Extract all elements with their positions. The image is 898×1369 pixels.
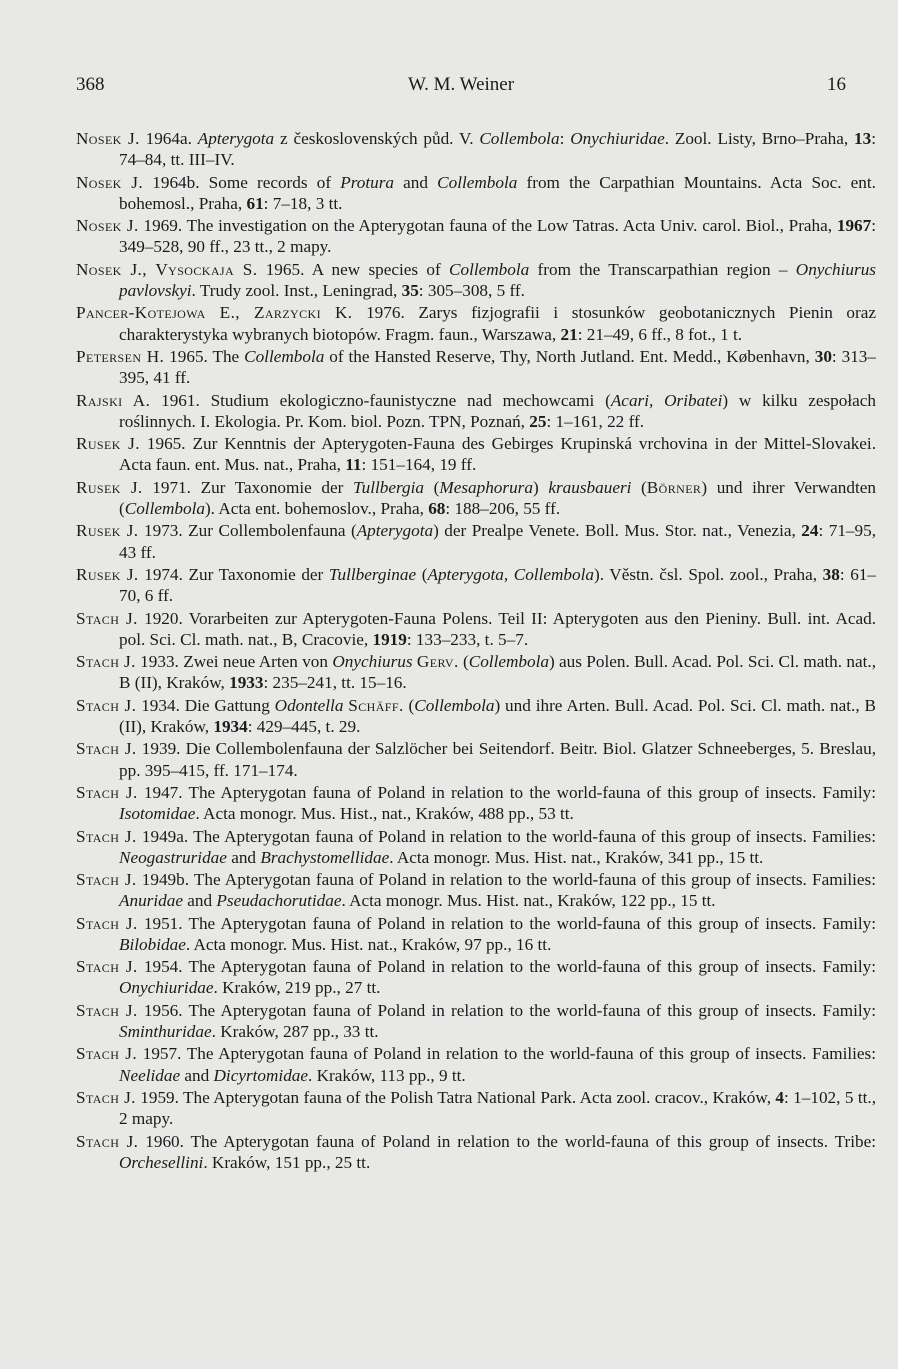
- reference-taxon: Tullbergia: [353, 477, 425, 497]
- reference-text: (: [416, 564, 428, 584]
- reference-text: : 61–70, 6 ff.: [119, 564, 876, 606]
- reference-text: 1939. Die Collembolenfauna der Salzlöcher bei Seitendorf. Beitr. Biol. Glatzer Schneeberges, 5. Breslau, pp. 395–415, ff. 171–174.: [119, 739, 876, 780]
- reference-text: :: [559, 129, 571, 148]
- reference-entry: [76, 1043, 876, 1085]
- reference-taxon: krausbaueri: [548, 477, 632, 497]
- reference-entry: [76, 869, 876, 911]
- reference-taxon: Sminthuridae: [119, 1022, 212, 1042]
- reference-text: 1961. Studium ekologiczno-faunistyczne nad mechowcami (: [150, 390, 611, 410]
- reference-volume: 24: [801, 521, 819, 541]
- reference-text: 1956. The Apterygotan fauna of Poland in relation to the world-fauna of this group of insects. Family:: [137, 1000, 876, 1020]
- reference-text: . Acta monogr. Mus. Hist. nat., Kraków, 97 pp., 16 tt.: [185, 934, 552, 954]
- reference-text: 1974. Zur Taxonomie der: [138, 564, 329, 584]
- reference-author: Nosek J.: [76, 172, 144, 192]
- reference-text: : 1–102, 5 tt., 2 mapy.: [119, 1088, 876, 1129]
- reference-author: Rusek J.: [76, 564, 139, 584]
- reference-taxon: Acari, Oribatei: [610, 390, 723, 410]
- reference-text: . Acta monogr. Mus. Hist. nat., Kraków, 122 pp., 15 tt.: [341, 891, 716, 911]
- reference-text: 1960. The Apterygotan fauna of Poland in relation to the world-fauna of this group of insects. Tribe:: [138, 1131, 876, 1151]
- reference-entry: [76, 215, 876, 257]
- page-number: 368: [76, 74, 105, 95]
- reference-entry: [76, 956, 876, 998]
- reference-taxon: Apterygota: [356, 521, 434, 541]
- reference-text: (: [403, 695, 415, 715]
- reference-text: from the Transcarpathian region –: [529, 259, 796, 279]
- reference-text: 1959. The Apterygotan fauna of the Polish Tatra National Park. Acta zool. cracov., Kraków,: [135, 1088, 776, 1108]
- reference-text: . Acta monogr. Mus. Hist. nat., Kraków, 341 pp., 15 tt.: [389, 847, 764, 867]
- reference-author: Gerv.: [416, 652, 459, 672]
- reference-author: Stach J.: [76, 1088, 136, 1108]
- reference-volume: 13: [854, 129, 872, 148]
- reference-text: (: [458, 652, 469, 672]
- reference-text: ). Věstn. čsl. Spol. zool., Praha,: [593, 564, 823, 584]
- reference-taxon: Anuridae: [119, 891, 183, 911]
- reference-entry: [76, 302, 876, 344]
- reference-text: 1971. Zur Taxonomie der: [142, 477, 354, 497]
- reference-author: Pancer-Kotejowa E., Zarzycki K.: [76, 303, 353, 323]
- reference-text: . Kraków, 287 pp., 33 tt.: [211, 1022, 379, 1042]
- reference-taxon: Collembola: [244, 346, 325, 366]
- reference-text: and: [226, 847, 261, 867]
- reference-entry: [76, 608, 876, 650]
- reference-text: ) aus Polen. Bull. Acad. Pol. Sci. Cl. math. nat., B (II), Kraków,: [119, 652, 877, 693]
- reference-text: and: [182, 891, 217, 911]
- reference-text: : 71–95, 43 ff.: [119, 521, 877, 562]
- reference-text: 1973. Zur Collembolenfauna (: [138, 521, 357, 541]
- reference-author: Rusek J.: [76, 521, 139, 541]
- reference-entry: [76, 390, 876, 432]
- reference-author: Schäff.: [348, 695, 404, 715]
- reference-text: : 7–18, 3 tt.: [263, 193, 343, 213]
- reference-text: 1957. The Apterygotan fauna of Poland in relation to the world-fauna of this group of insects. Families:: [137, 1044, 876, 1064]
- reference-taxon: Collembola: [124, 498, 205, 518]
- header-figure-ref: 16: [827, 74, 846, 95]
- reference-text: ) und ihrer Verwandten (: [119, 477, 876, 518]
- reference-volume: 4: [775, 1088, 784, 1108]
- reference-taxon: Onychiuridae: [570, 129, 665, 148]
- reference-text: 1933. Zwei neue Arten von: [135, 652, 333, 672]
- running-author: W. M. Weiner: [407, 74, 515, 95]
- reference-volume: 1934: [213, 716, 248, 736]
- reference-author: Petersen H.: [76, 346, 165, 366]
- reference-author: Stach J.: [76, 1000, 138, 1020]
- reference-volume: 21: [560, 324, 578, 344]
- reference-text: 1949b. The Apterygotan fauna of Poland in relation to the world-fauna of this group of insects. Families:: [136, 870, 876, 890]
- reference-taxon: Tullberginae: [328, 564, 417, 584]
- reference-volume: 35: [401, 280, 419, 300]
- reference-author: Stach J.: [76, 870, 137, 890]
- reference-text: 1976. Zarys fizjografii i stosunków geobotanicznych Pienin oraz charakterystyka wybranych biotopów. Fragm. faun., Warszawa,: [119, 303, 876, 344]
- reference-text: : 188–206, 55 ff.: [445, 498, 561, 518]
- reference-taxon: Brachystomellidae: [260, 847, 390, 867]
- reference-entry: [76, 128, 876, 170]
- reference-text: : 235–241, tt. 15–16.: [263, 673, 407, 693]
- reference-entry: [76, 564, 876, 606]
- reference-text: of the Hansted Reserve, Thy, North Jutland. Ent. Medd., København,: [324, 346, 815, 366]
- reference-text: from the Carpathian Mountains. Acta Soc. ent. bohemosl., Praha,: [119, 172, 876, 213]
- reference-taxon: Collembola: [414, 695, 495, 715]
- reference-text: ). Acta ent. bohemoslov., Praha,: [204, 498, 429, 518]
- reference-text: 1965. Zur Kenntnis der Apterygoten-Fauna des Gebirges Krupinská vrchovina in der Mittel-Slovakei. Acta faun. ent. Mus. nat., Praha,: [119, 434, 876, 475]
- reference-text: 1934. Die Gattung: [136, 695, 275, 715]
- reference-text: : 305–308, 5 ff.: [418, 280, 525, 300]
- reference-text: : 21–49, 6 ff., 8 fot., 1 t.: [577, 324, 743, 344]
- reference-entry: [76, 913, 876, 955]
- reference-author: Stach J.: [76, 826, 137, 846]
- reference-entry: [76, 1000, 876, 1042]
- reference-volume: 68: [428, 498, 446, 518]
- reference-text: 1951. The Apterygotan fauna of Poland in relation to the world-fauna of this group of insects. Family:: [137, 913, 876, 933]
- reference-taxon: Apterygota: [197, 129, 275, 148]
- reference-author: Stach J.: [76, 652, 136, 672]
- reference-author: Börner: [646, 477, 702, 497]
- reference-entry: [76, 346, 876, 388]
- reference-taxon: Orchesellini: [119, 1152, 204, 1172]
- reference-text: ) und ihre Arten. Bull. Acad. Pol. Sci. Cl. math. nat., B (II), Kraków,: [119, 695, 876, 736]
- reference-entry: [76, 477, 876, 519]
- reference-author: Stach J.: [76, 608, 138, 628]
- reference-author: Stach J.: [76, 782, 138, 802]
- reference-entry: [76, 782, 876, 824]
- reference-volume: 30: [814, 346, 832, 366]
- reference-author: Stach J.: [76, 913, 138, 933]
- reference-taxon: Collembola: [479, 129, 560, 148]
- reference-text: 1920. Vorarbeiten zur Apterygoten-Fauna Polens. Teil II: Apterygoten aus den Pieniny. Bull. int. Acad. pol. Sci. Cl. math. nat., B, Cracovie,: [119, 608, 877, 649]
- reference-text: : 1–161, 22 ff.: [546, 411, 645, 431]
- reference-text: : 429–445, t. 29.: [247, 716, 361, 736]
- reference-author: Rusek J.: [76, 477, 143, 497]
- reference-author: Stach J.: [76, 957, 138, 977]
- reference-taxon: Protura: [340, 172, 394, 192]
- reference-entry: [76, 1131, 876, 1173]
- reference-text: . Kraków, 151 pp., 25 tt.: [203, 1152, 371, 1172]
- reference-entry: [76, 433, 876, 475]
- reference-text: and: [180, 1065, 214, 1085]
- reference-text: : 133–233, t. 5–7.: [406, 629, 529, 649]
- reference-text: . Kraków, 113 pp., 9 tt.: [308, 1065, 466, 1085]
- reference-text: 1965. A new species of: [257, 259, 450, 279]
- reference-entry: [76, 738, 876, 780]
- reference-volume: 38: [822, 564, 840, 584]
- reference-taxon: Onychiurus: [332, 652, 413, 672]
- reference-author: Rusek J.: [76, 434, 140, 454]
- reference-text: . Zool. Listy, Brno–Praha,: [664, 129, 855, 148]
- reference-text: . Trudy zool. Inst., Leningrad,: [191, 280, 402, 300]
- reference-author: Stach J.: [76, 739, 137, 759]
- reference-text: z československých půd. V.: [274, 129, 480, 148]
- reference-text: 1965. The: [164, 346, 245, 366]
- reference-author: Stach J.: [76, 695, 137, 715]
- reference-text: 1954. The Apterygotan fauna of Poland in relation to the world-fauna of this group of insects. Family:: [137, 957, 876, 977]
- reference-author: Stach J.: [76, 1131, 139, 1151]
- reference-text: 1964a.: [139, 129, 198, 148]
- reference-entry: [76, 172, 876, 214]
- reference-taxon: Onychiurus pavlovskyi: [119, 259, 876, 300]
- reference-taxon: Pseudachorutidae: [216, 891, 342, 911]
- reference-entry: [76, 651, 876, 693]
- reference-volume: 25: [529, 411, 547, 431]
- reference-author: Nosek J., Vysockaja S.: [76, 259, 258, 279]
- reference-list: [76, 128, 876, 1174]
- reference-taxon: Dicyrtomidae: [213, 1065, 309, 1085]
- reference-text: 1964b. Some records of: [143, 172, 341, 192]
- reference-taxon: Neelidae: [119, 1065, 181, 1085]
- running-header: [76, 74, 846, 102]
- reference-volume: 11: [345, 455, 362, 475]
- reference-taxon: Collembola: [468, 652, 549, 672]
- reference-text: 1947. The Apterygotan fauna of Poland in relation to the world-fauna of this group of insects. Family:: [137, 782, 876, 802]
- reference-text: (: [424, 477, 440, 497]
- reference-entry: [76, 826, 876, 868]
- reference-volume: 1919: [372, 629, 407, 649]
- reference-text: and: [394, 172, 438, 192]
- reference-text: . Acta monogr. Mus. Hist., nat., Kraków, 488 pp., 53 tt.: [195, 804, 574, 824]
- reference-taxon: Apterygota, Collembola: [427, 564, 594, 584]
- reference-taxon: Onychiuridae: [119, 978, 214, 998]
- reference-author: Nosek J.: [76, 129, 140, 148]
- reference-entry: [76, 259, 876, 301]
- reference-text: . Kraków, 219 pp., 27 tt.: [213, 978, 381, 998]
- reference-taxon: Collembola: [449, 259, 530, 279]
- reference-volume: 1933: [229, 673, 264, 693]
- reference-entry: [76, 695, 876, 737]
- reference-entry: [76, 1087, 876, 1129]
- reference-author: Stach J.: [76, 1044, 138, 1064]
- reference-volume: 1967: [836, 216, 872, 236]
- reference-taxon: Collembola: [437, 172, 518, 192]
- reference-taxon: Odontella: [274, 695, 344, 715]
- reference-text: : 313–395, 41 ff.: [119, 346, 876, 388]
- reference-entry: [76, 520, 876, 562]
- reference-text: 1949a. The Apterygotan fauna of Poland in relation to the world-fauna of this group of insects. Families:: [136, 826, 876, 846]
- reference-taxon: Mesaphorura: [439, 477, 533, 497]
- reference-taxon: Neogastruridae: [119, 847, 227, 867]
- reference-volume: 61: [246, 193, 264, 213]
- reference-text: ) der Prealpe Venete. Boll. Mus. Stor. nat., Venezia,: [433, 521, 802, 541]
- reference-author: Nosek J.: [76, 216, 139, 236]
- reference-text: : 74–84, tt. III–IV.: [119, 129, 876, 170]
- reference-text: : 151–164, 19 ff.: [361, 455, 477, 475]
- reference-text: 1969. The investigation on the Apterygotan fauna of the Low Tatras. Acta Univ. carol. Biol., Praha,: [138, 216, 837, 236]
- reference-taxon: Isotomidae: [119, 804, 196, 824]
- reference-text: (: [631, 477, 647, 497]
- reference-text: ) w kilku zespołach roślinnych. I. Ekologia. Pr. Kom. biol. Pozn. TPN, Poznań,: [119, 390, 876, 431]
- reference-text: : 349–528, 90 ff., 23 tt., 2 mapy.: [119, 216, 876, 257]
- reference-text: ): [532, 477, 549, 497]
- reference-taxon: Bilobidae: [119, 934, 186, 954]
- reference-author: Rajski A.: [76, 390, 151, 410]
